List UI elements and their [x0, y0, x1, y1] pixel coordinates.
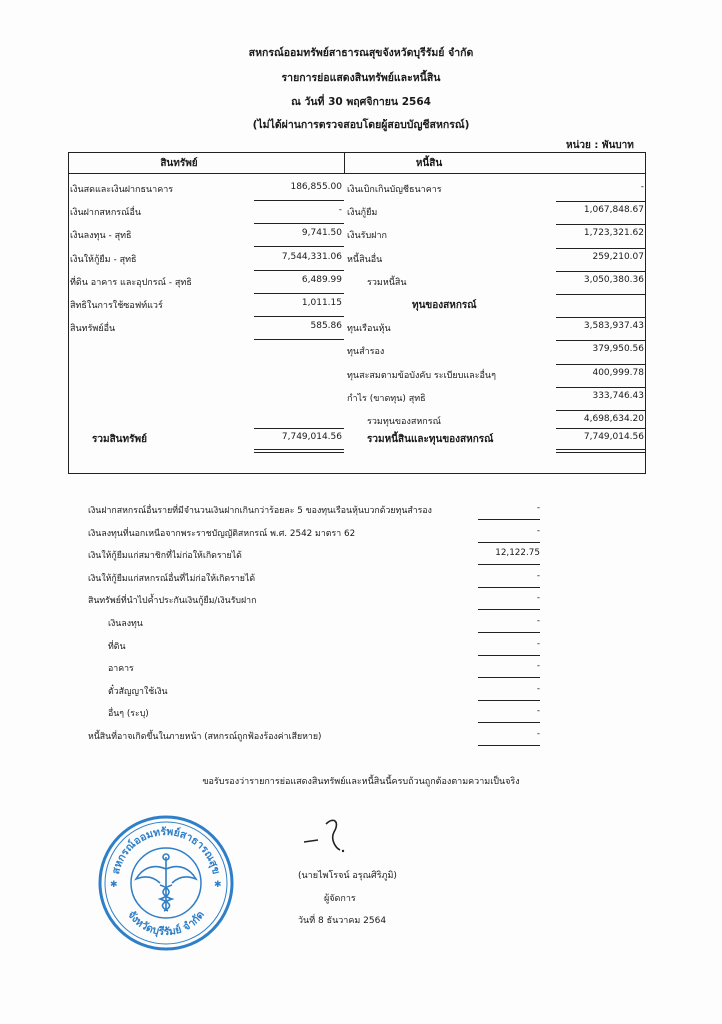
equity-value: 400,999.78	[592, 367, 644, 378]
cooperative-seal	[96, 813, 236, 953]
unit-label: หน่วย : พันบาท	[566, 140, 634, 151]
liability-underline	[556, 294, 646, 295]
svg-text:✱: ✱	[110, 880, 118, 890]
total-assets-overline	[254, 428, 344, 429]
note-label: เงินลงทุน	[108, 619, 143, 629]
equity-label: รวมทุนของสหกรณ์	[367, 417, 441, 427]
note-value: 12,122.75	[495, 548, 540, 559]
total-assets-label: รวมสินทรัพย์	[92, 434, 147, 445]
liabilities-heading: หนี้สิน	[415, 158, 443, 169]
total-liabilities-double-underline	[556, 449, 646, 453]
asset-label: เงินให้กู้ยืม - สุทธิ	[70, 254, 137, 265]
asset-label: เงินสดและเงินฝากธนาคาร	[70, 185, 174, 195]
asset-underline	[254, 246, 344, 247]
liability-value: 1,067,848.67	[583, 205, 644, 216]
note-label: เงินฝากสหกรณ์อื่นรายที่มีจำนวนเงินฝากเกินกว่าร้อยละ 5 ของทุนเรือนหุ้นบวกด้วยทุนสำรอง	[88, 506, 432, 516]
signature-date: วันที่ 8 ธันวาคม 2564	[298, 916, 387, 926]
note-label: ตั๋วสัญญาใช้เงิน	[108, 686, 168, 697]
asset-underline	[254, 200, 344, 201]
liability-value: -	[640, 182, 644, 192]
note-value: -	[536, 525, 540, 536]
signature	[296, 810, 356, 860]
note-label: ที่ดิน	[108, 641, 126, 652]
asset-label: เงินลงทุน - สุทธิ	[70, 231, 132, 242]
note-label: อาคาร	[108, 664, 134, 675]
asset-underline	[254, 339, 344, 340]
signatory-position: ผู้จัดการ	[324, 894, 356, 904]
note-value: -	[536, 570, 540, 581]
total-liabilities-equity-value: 7,749,014.56	[583, 432, 644, 442]
liability-label: เงินเบิกเกินบัญชีธนาคาร	[347, 185, 442, 195]
note-value: -	[536, 729, 540, 739]
equity-value: 333,746.43	[592, 390, 644, 401]
note-value: -	[536, 661, 540, 672]
note-label: เงินลงทุนที่นอกเหนือจากพระราชบัญญัติสหกรณ์ พ.ศ. 2542 มาตรา 62	[88, 528, 356, 539]
note-underline	[478, 745, 540, 746]
equity-label: ทุนเรือนหุ้น	[347, 324, 391, 335]
report-date: ณ วันที่ 30 พฤศจิกายน 2564	[291, 96, 431, 108]
asset-value: 6,489.99	[301, 274, 342, 285]
asset-value: -	[338, 205, 342, 216]
note-underline	[478, 609, 540, 610]
report-title: รายการย่อแสดงสินทรัพย์และหนี้สิน	[281, 72, 441, 84]
equity-label: กำไร (ขาดทุน) สุทธิ	[347, 393, 426, 404]
liability-value: 3,050,380.36	[583, 274, 644, 285]
liability-label: หนี้สินอื่น	[347, 254, 383, 265]
note-label: เงินให้กู้ยืมแก่สมาชิกที่ไม่ก่อให้เกิดรายได้	[88, 551, 242, 562]
equity-overline	[556, 410, 646, 411]
asset-label: เงินฝากสหกรณ์อื่น	[70, 208, 142, 219]
note-value: -	[536, 638, 540, 649]
note-value: -	[536, 683, 540, 694]
note-underline	[478, 700, 540, 701]
total-assets-double-underline	[254, 449, 344, 453]
liability-value: 1,723,321.62	[583, 228, 644, 239]
total-liabilities-overline	[556, 428, 646, 429]
note-underline	[478, 655, 540, 656]
asset-underline	[254, 293, 344, 294]
note-underline	[478, 564, 540, 565]
note-underline	[478, 722, 540, 723]
note-underline	[478, 519, 540, 520]
total-assets-value: 7,749,014.56	[281, 432, 342, 442]
note-underline	[478, 677, 540, 678]
note-underline	[478, 587, 540, 588]
equity-value: 4,698,634.20	[583, 414, 644, 424]
liability-underline	[556, 224, 646, 225]
liability-underline	[556, 248, 646, 249]
liability-underline	[556, 201, 646, 202]
equity-overline	[556, 317, 646, 318]
liability-label: รวมหนี้สิน	[367, 277, 407, 288]
note-underline	[478, 542, 540, 543]
asset-label: สินทรัพย์อื่น	[70, 324, 116, 335]
note-value: -	[536, 616, 540, 626]
equity-label: ทุนสะสมตามข้อบังคับ ระเบียบและอื่นๆ	[347, 370, 496, 381]
total-liabilities-equity-label: รวมหนี้สินและทุนของสหกรณ์	[367, 434, 494, 445]
certification-text: ขอรับรองว่ารายการย่อแสดงสินทรัพย์และหนี้สินนี้ครบถ้วนถูกต้องตามความเป็นจริง	[202, 777, 520, 787]
note-underline	[478, 632, 540, 633]
note-label: อื่นๆ (ระบุ)	[108, 709, 149, 720]
seal-text-bottom: จังหวัดบุรีรัมย์ จำกัด	[125, 908, 207, 939]
asset-value: 1,011.15	[301, 298, 342, 308]
liability-label: เงินกู้ยืม	[347, 208, 378, 219]
asset-value: 186,855.00	[290, 182, 342, 192]
equity-value: 3,583,937.43	[583, 321, 644, 332]
note-label: เงินให้กู้ยืมแก่สหกรณ์อื่นที่ไม่ก่อให้เกิดรายได้	[88, 573, 256, 584]
assets-heading: สินทรัพย์	[160, 158, 198, 169]
org-name: สหกรณ์ออมทรัพย์สาธารณสุขจังหวัดบุรีรัมย์ จำกัด	[248, 47, 474, 59]
equity-overline	[556, 340, 646, 341]
equity-label: ทุนสำรอง	[347, 347, 385, 358]
liability-label: เงินรับฝาก	[347, 231, 387, 242]
equity-overline	[556, 364, 646, 365]
asset-value: 9,741.50	[301, 228, 342, 239]
asset-label: สิทธิในการใช้ซอฟท์แวร์	[70, 301, 163, 311]
svg-text:จังหวัดบุรีรัมย์ จำกัด	[125, 909, 207, 939]
liability-underline	[556, 271, 646, 272]
asset-value: 585.86	[310, 321, 342, 332]
note-value: -	[536, 593, 540, 604]
asset-value: 7,544,331.06	[281, 251, 342, 262]
equity-overline	[556, 387, 646, 388]
audit-note: (ไม่ได้ผ่านการตรวจสอบโดยผู้สอบบัญชีสหกรณ์)	[252, 119, 470, 131]
svg-text:✱: ✱	[214, 880, 222, 890]
liability-value: 259,210.07	[592, 251, 644, 262]
note-label: หนี้สินที่อาจเกิดขึ้นในภายหน้า (สหกรณ์ถูกฟ้องร้องค่าเสียหาย)	[88, 732, 322, 742]
asset-label: ที่ดิน อาคาร และอุปกรณ์ - สุทธิ	[70, 277, 192, 288]
asset-underline	[254, 223, 344, 224]
note-label: สินทรัพย์ที่นำไปค้ำประกันเงินกู้ยืม/เงินรับฝาก	[88, 596, 257, 607]
equity-heading: ทุนของสหกรณ์	[412, 300, 477, 311]
equity-value: 379,950.56	[592, 344, 644, 355]
seal-text-top: สหกรณ์ออมทรัพย์สาธารณสุข	[109, 825, 223, 876]
asset-underline	[254, 316, 344, 317]
note-value: -	[536, 706, 540, 717]
signatory-name: (นายไพโรจน์ อรุณศิริภูมิ)	[298, 871, 397, 881]
asset-underline	[254, 270, 344, 271]
note-value: -	[536, 503, 540, 513]
